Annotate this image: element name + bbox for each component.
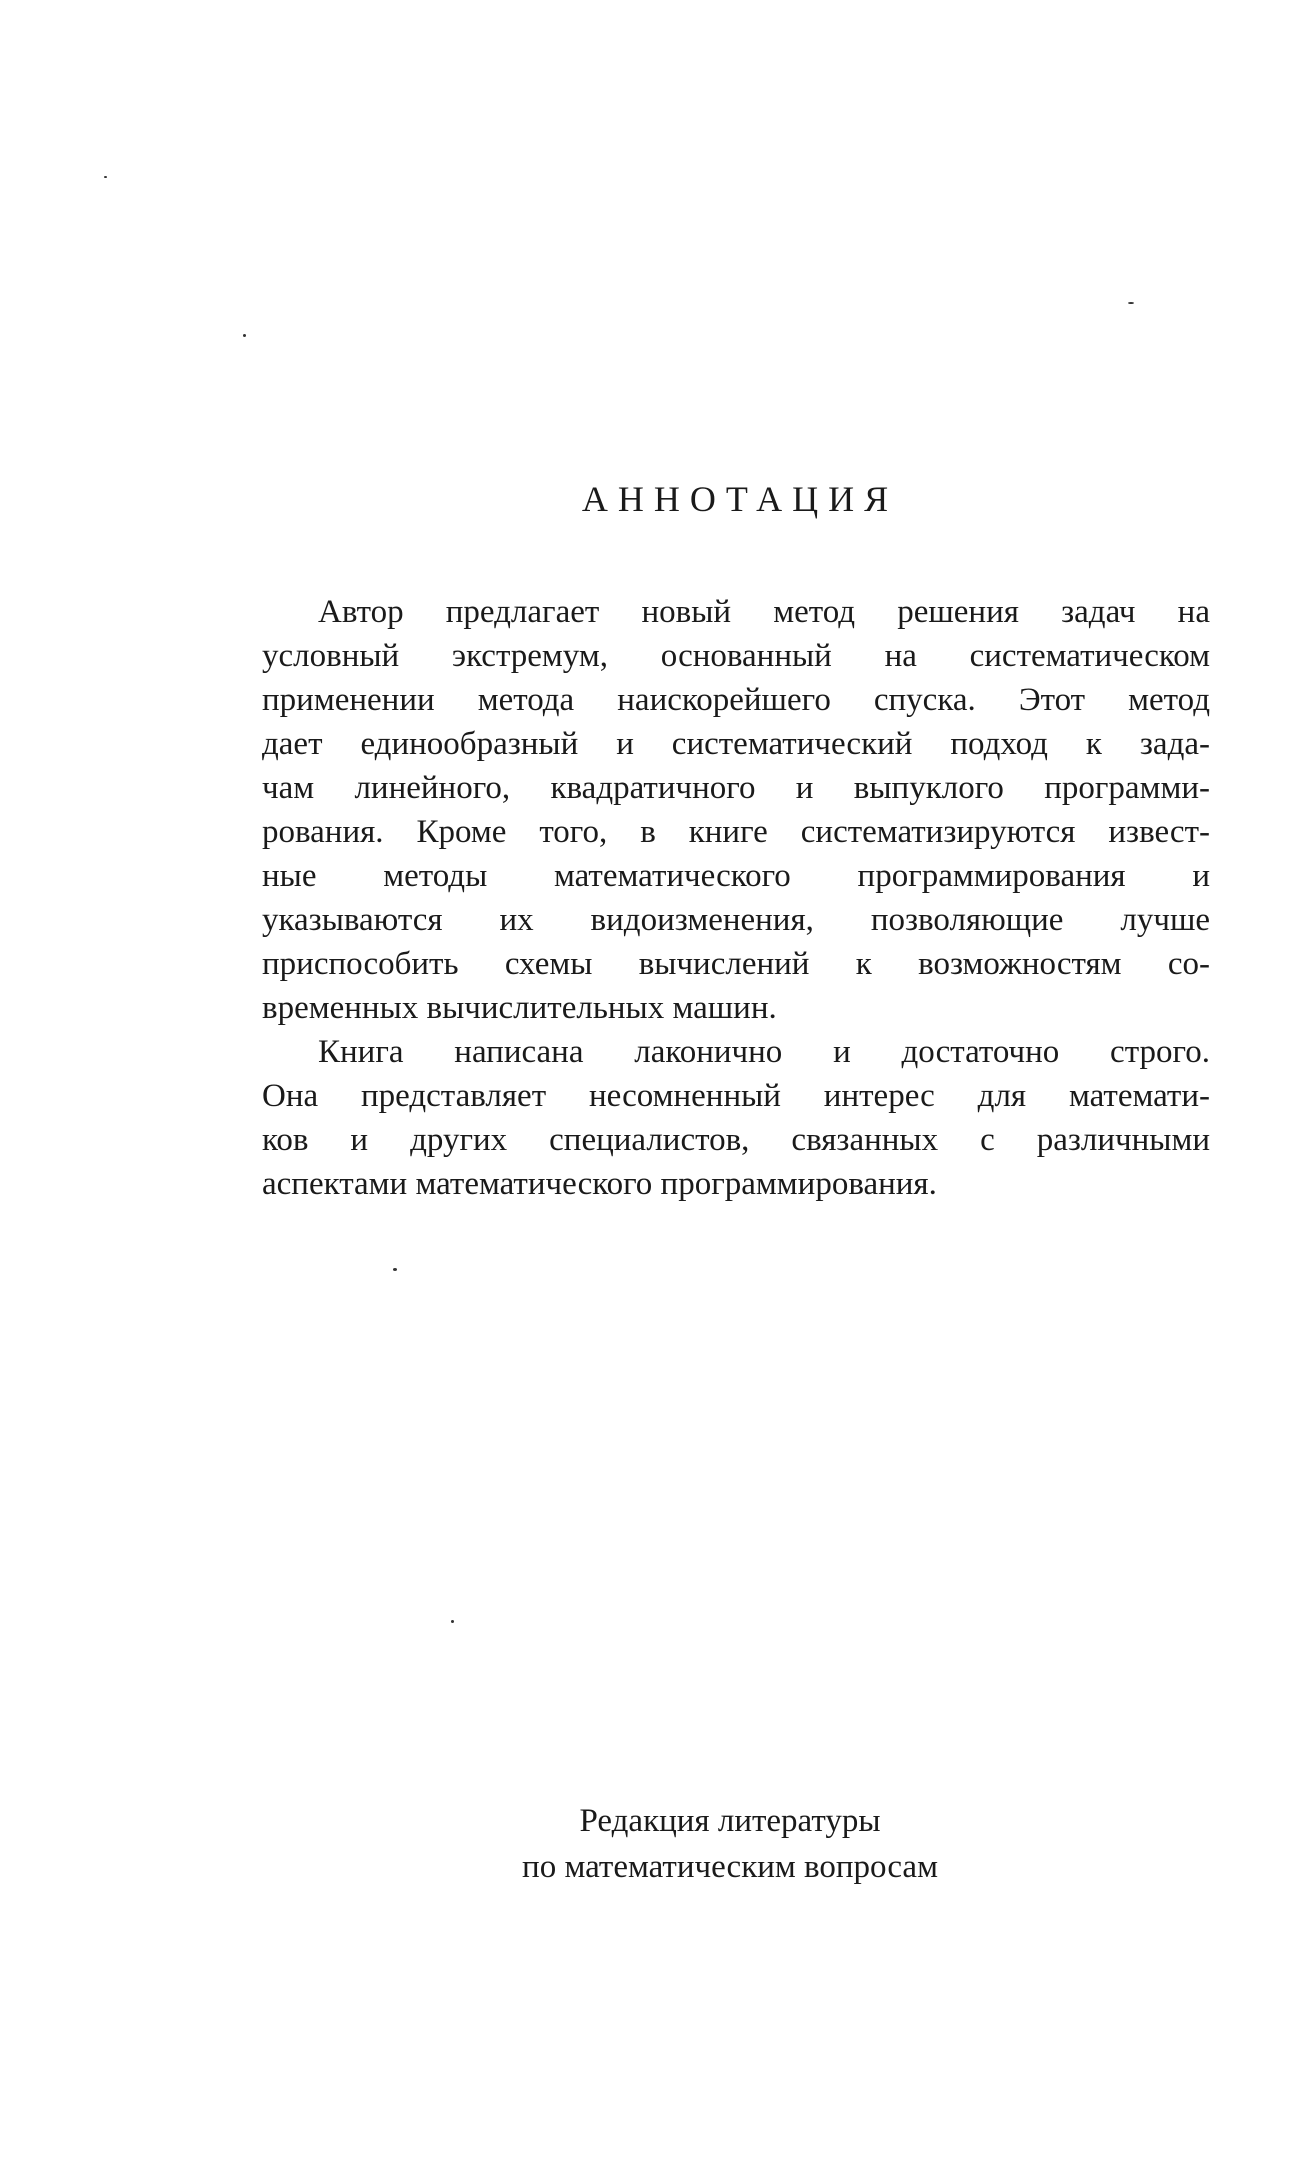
print-speck: [243, 334, 246, 337]
text-line: рования. Кроме того, в книге систематизируются извест-: [262, 814, 1210, 850]
print-speck: [393, 1268, 397, 1271]
print-speck: [104, 176, 107, 178]
imprint-line-1: Редакция литературы: [579, 1803, 881, 1839]
text-line: ков и других специалистов, связанных с различными: [262, 1122, 1210, 1158]
paragraph-1: [262, 590, 1210, 1030]
print-speck: [451, 1620, 454, 1623]
page-title: АННОТАЦИЯ: [581, 479, 899, 519]
text-line: дает единообразный и систематический подход к зада-: [262, 726, 1210, 762]
text-line: аспектами математического программирования.: [262, 1166, 937, 1202]
text-line: условный экстремум, основанный на систематическом: [262, 638, 1210, 674]
text-line: ные методы математического программирования и: [262, 858, 1210, 894]
text-line: временных вычислительных машин.: [262, 990, 777, 1026]
text-line: чам линейного, квадратичного и выпуклого программи-: [262, 770, 1210, 806]
annotation-text: [262, 590, 1210, 1206]
text-line: Книга написана лаконично и достаточно строго.: [318, 1034, 1210, 1070]
text-line: указываются их видоизменения, позволяющие лучше: [262, 902, 1210, 938]
publisher-imprint: [460, 1798, 1000, 1890]
text-line: Она представляет несомненный интерес для математи-: [262, 1078, 1210, 1114]
imprint-line-2: по математическим вопросам: [522, 1849, 938, 1885]
paragraph-2: [262, 1030, 1210, 1206]
text-line: применении метода наискорейшего спуска. Этот метод: [262, 682, 1210, 718]
print-speck: [1128, 302, 1134, 304]
text-line: приспособить схемы вычислений к возможностям со-: [262, 946, 1210, 982]
text-line: Автор предлагает новый метод решения задач на: [318, 594, 1210, 630]
